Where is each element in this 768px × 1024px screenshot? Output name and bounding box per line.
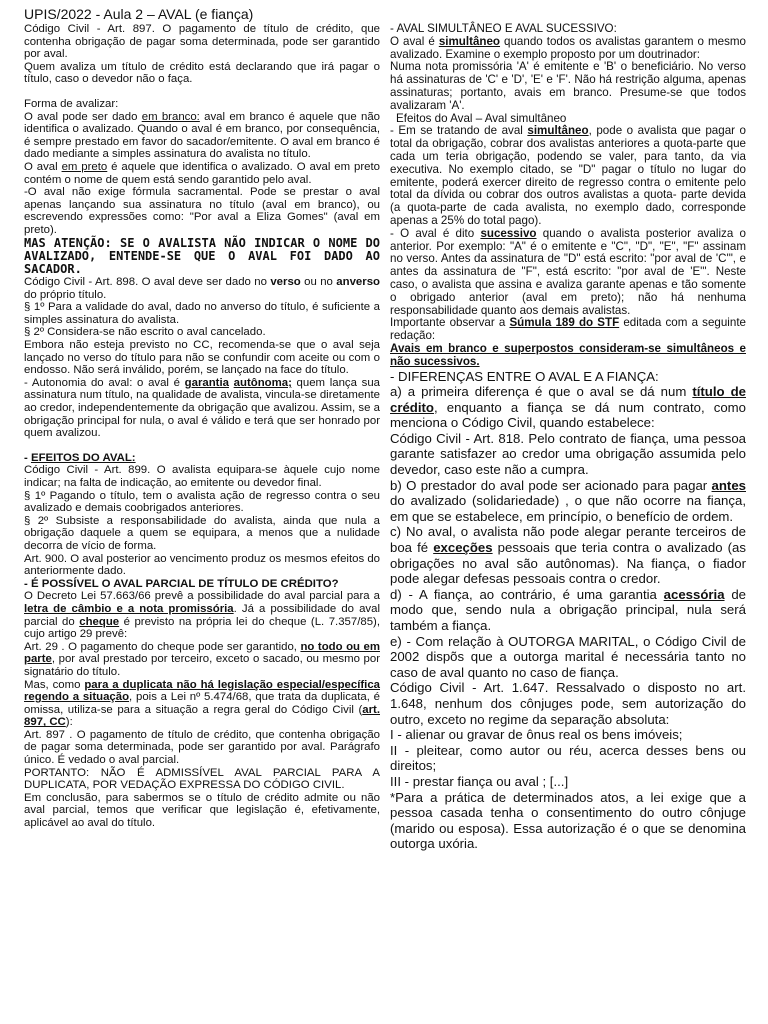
paragraph: I - alienar ou gravar de ônus real os bens imóveis; xyxy=(390,727,683,743)
paragraph: Importante observar a Súmula 189 do STF editada com a seguinte redação: xyxy=(390,316,746,343)
paragraph: Quem avaliza um título de crédito está declarando que irá pagar o título, caso o devedor não o faça. xyxy=(24,60,380,86)
left-column xyxy=(24,23,380,852)
sumula-text: Avais em branco e superpostos consideram-se simultâneos e não sucessivos. xyxy=(390,341,746,368)
two-column-body xyxy=(24,23,762,852)
paragraph: *Para a prática de determinados atos, a lei exige que a pessoa casada tenha o consentimento do outro cônjuge (marido ou esposa). Essa autorização é o que se denomina outorga uxória. xyxy=(390,789,746,852)
right-column xyxy=(390,23,746,852)
paragraph: e) - Com relação à OUTORGA MARITAL, o Código Civil de 2002 dispõs que a outorga marital é necessária tanto no caso de aval quanto no caso de fiança. xyxy=(390,633,746,680)
paragraph: § 2º Subsiste a responsabilidade do avalista, ainda que nula a obrigação daquele a quem se equipara, a menos que a nulidade decorra de vício de forma. xyxy=(24,514,380,552)
paragraph: Em conclusão, para sabermos se o título de crédito admite ou não aval parcial, temos que verificar que legislação é, efetivamente, aplicável ao aval do título. xyxy=(24,791,380,830)
paragraph: O aval é simultâneo quando todos os avalistas garantem o mesmo avalizado. Examine o exemplo proposto por um doutrinador: xyxy=(390,34,746,61)
paragraph: O aval em preto é aquele que identifica o avalizado. O aval em preto contém o nome de quem está sendo garantido pelo aval. xyxy=(24,160,381,186)
section-heading: - É POSSÍVEL O AVAL PARCIAL DE TÍTULO DE CRÉDITO? xyxy=(24,577,339,590)
section-heading: - AVAL SIMULTÂNEO E AVAL SUCESSIVO: xyxy=(390,22,617,35)
section-heading: - EFEITOS DO AVAL: xyxy=(24,451,136,464)
section-heading: - DIFERENÇAS ENTRE O AVAL E A FIANÇA: xyxy=(390,368,659,384)
paragraph: b) O prestador do aval pode ser acionado para pagar antes do avalizado (solidariedade) , o que não ocorre na fiança, em que se estabelece, em princípio, o benefício de ordem. xyxy=(390,477,746,524)
differences-section xyxy=(390,369,746,852)
paragraph: Código Civil - Art. 1.647. Ressalvado o disposto no art. 1.648, nenhum dos cônjuges pode, sem autorização do outro, exceto no regime da separação absoluta: xyxy=(390,680,746,727)
paragraph: § 1º Para a validade do aval, dado no anverso do título, é suficiente a simples assinatura do avalista. xyxy=(24,301,380,326)
paragraph: Mas, como para a duplicata não há legislação especial/específica regendo a situação, pois a Lei nº 5.474/68, que trata da duplicata, é omissa, utiliza-se para a situação a regra geral do Código Civil (art. 897, CC): xyxy=(24,678,380,729)
paragraph: -O aval não exige fórmula sacramental. Pode se prestar o aval apenas lançando sua assinatura no título (aval em branco), ou escrevendo expressões como: "Por aval a Eliza Gomes" (aval em preto). xyxy=(24,186,380,236)
paragraph: - Em se tratando de aval simultâneo, pode o avalista que pagar o total da obrigação, cobrar dos avalistas anteriores a quota-parte que cada um teria obrigação, podendo se valer, para tanto, da via executiva. No exemplo citado, se "D" pagar o título no lugar do emitente, poderá exercer direito de regresso contra o emitente pelo total da dívida ou cobrar dos outros avalistas a quota- parte devida (a quota-parte de cada avalista, no exemplo dado, corresponde apenas a 25% do total pago). xyxy=(390,124,746,227)
paragraph: Código Civil - Art. 899. O avalista equipara-se àquele cujo nome indicar; na falta de indicação, ao emitente ou devedor final. xyxy=(24,464,380,490)
paragraph: PORTANTO: NÃO É ADMISSÍVEL AVAL PARCIAL PARA A DUPLICATA, POR VEDAÇÃO EXPRESSA DO CÓDIGO CIVIL. xyxy=(24,766,380,792)
page-title: UPIS/2022 - Aula 2 – AVAL (e fiança) xyxy=(24,6,254,22)
paragraph: O Decreto Lei 57.663/66 prevê a possibilidade do aval parcial para a letra de câmbio e a nota promissória. Já a possibilidade do aval parcial do cheque é previsto na própria lei do cheque (L. 7.357/85), cujo artigo 29 prevê: xyxy=(24,590,380,641)
paragraph: Código Civil - Art. 897. O pagamento de título de crédito, que contenha obrigação de pagar soma determinada, pode ser garantido por aval. xyxy=(24,23,380,61)
paragraph: § 2º Considera-se não escrito o aval cancelado. xyxy=(24,326,266,339)
paragraph: Código Civil - Art. 818. Pelo contrato de fiança, uma pessoa garante satisfazer ao credor uma obrigação assumida pelo devedor, caso este não a cumpra. xyxy=(390,430,746,478)
paragraph: Art. 897 . O pagamento de título de crédito, que contenha obrigação de pagar soma determinada, pode ser garantido por aval. Parágrafo único. É vedado o aval parcial. xyxy=(24,728,380,767)
paragraph: O aval pode ser dado em branco: aval em branco é aquele que não identifica o avalizado. Quando o aval é em branco, por consequência, é sempre prestado em favor do sacador/emitente. O aval em branco é dado mediante a simples assinatura do avalista no título. xyxy=(24,110,380,161)
subheading: Efeitos do Aval – Aval simultâneo xyxy=(396,111,567,125)
paragraph: Numa nota promissória 'A' é emitente e 'B' o beneficiário. No verso há assinaturas de 'C' e 'D', 'E' e 'F'. Não há restrição alguma, apenas assinaturas; portanto, avais em branco. Presume-se que todos avalizaram 'A'. xyxy=(390,60,746,112)
paragraph: II - pleitear, como autor ou réu, acerca desses bens ou direitos; xyxy=(390,742,746,774)
paragraph: Código Civil - Art. 898. O aval deve ser dado no verso ou no anverso do próprio título. xyxy=(24,276,380,301)
paragraph: Art. 900. O aval posterior ao vencimento produz os mesmos efeitos do anteriormente dado. xyxy=(24,552,380,578)
paragraph: § 1º Pagando o título, tem o avalista ação de regresso contra o seu avalizado e demais coobrigados anteriores. xyxy=(24,489,380,515)
paragraph: d) - A fiança, ao contrário, é uma garantia acessória de modo que, sendo nula a obrigação principal, nula será também a fiança. xyxy=(390,586,746,634)
paragraph: - Autonomia do aval: o aval é garantia autônoma; quem lança sua assinatura num título, na qualidade de avalista, vincula-se diretamente ao credor, independentemente da obrigação que avalizou. Assim, se a obrigação principal for nula, o aval é válido e terá que ser honrado por quem avalizou. xyxy=(24,376,380,440)
paragraph: III - prestar fiança ou aval ; [...] xyxy=(390,773,569,789)
paragraph: Art. 29 . O pagamento do cheque pode ser garantido, no todo ou em parte, por aval prestado por terceiro, exceto o sacado, ou mesmo por signatário do título. xyxy=(24,640,380,678)
paragraph: - O aval é dito sucessivo quando o avalista posterior avaliza o anterior. Por exemplo: "A" é o emitente e "C", "D", "E", "F" assinam no verso. Antes da assinatura de "D" está escrito: "por aval de 'C'", e antes da assinatura de "F", está escrito: "por aval de 'E'". Neste caso, o avalista que assina e avaliza garante apenas e tão somente o obrigado anterior (aval em preto); não há nenhuma responsabilidade quanto aos demais avalistas. xyxy=(390,226,746,317)
warning-paragraph: MAS ATENÇÃO: SE O AVALISTA NÃO INDICAR O NOME DO AVALIZADO, ENTENDE-SE QUE O AVAL FOI DADO AO SACADOR. xyxy=(24,235,380,276)
paragraph: Embora não esteja previsto no CC, recomenda-se que o aval seja lançado no verso do título para não se confundir com aceite ou com o endosso. Não será inválido, porém, se lançado na face do título. xyxy=(24,339,380,377)
paragraph: Forma de avalizar: xyxy=(24,97,119,110)
paragraph: c) No aval, o avalista não pode alegar perante terceiros de boa fé exceções pessoais que teria contra o avalizado (as obrigações no aval são autônomas). Na fiança, o fiador pode alegar defesas pessoais contra o credor. xyxy=(390,524,746,587)
paragraph: a) a primeira diferença é que o aval se dá num título de crédito, enquanto a fiança se dá num contrato, como menciona o Código Civil, quando estabelece: xyxy=(390,384,746,431)
